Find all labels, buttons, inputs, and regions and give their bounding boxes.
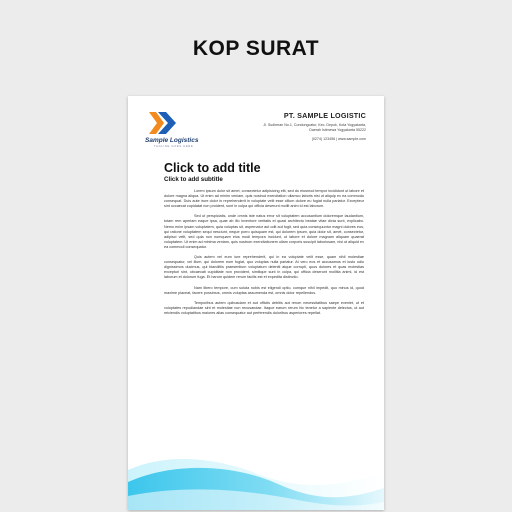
letter-page [128, 96, 384, 510]
document-subtitle[interactable]: Click to add subtitle [164, 176, 223, 183]
address-line-2: Daerah Istimewa Yogyakarta 55222 [309, 127, 366, 132]
page-title: KOP SURAT [192, 37, 320, 60]
address-line-1: Jl. Sudirman No.1, Condongcatur, Kec. Depok, Kota Yogyakarta, [263, 123, 366, 127]
paragraph: Lorem ipsum dolor sit amet, consectetur adipisicing elit, sed do eiusmod tempor incididunt ut labore et dolore magna aliqua. Ut enim ad minim veniam, quis nostrud exercitation ullamco laboris nisi ut aliquip ex ea commodo consequat. Duis aute irure dolor in reprehenderit in voluptate velit esse cillum dolore eu fugiat nulla pariatur. Excepteur sint occaecat cupidatat non proident, sunt in culpa qui officia deserunt mollit anim id est laborum. [164, 189, 364, 209]
company-address [216, 123, 366, 132]
footer-wave-decoration [128, 430, 384, 510]
paragraph: Nam libero tempore, cum soluta nobis est eligendi optio, cumque nihil impedit, quo minus id, quod maxime placeat, facere possimus, omnis voluptas assumenda est, omnis dolor repellendus. [164, 285, 364, 295]
letter-body [164, 162, 364, 321]
logo-tagline: TAGLINE GOES HERE [154, 144, 194, 148]
logo-name: Sample Logistics [145, 137, 199, 144]
paragraph: Temporibus autem quibusdam et aut officiis debitis aut rerum necessitatibus saepe eveniet, ut et voluptates repudiandae sint et molestiae non recusandae. Itaque earum rerum hic tenetur a sapiente delectus, ut aut reiciendis voluptatibus maiores alias consequatur aut perferendis doloribus asperiores repellat. [164, 300, 364, 315]
document-title[interactable]: Click to add title [164, 161, 261, 175]
body-text [164, 189, 364, 316]
company-name: PT. SAMPLE LOGISTIC [283, 111, 366, 120]
company-contact: (0274) 123456 | www.sample.com [311, 137, 366, 142]
chevron-logo-icon [149, 110, 177, 136]
paragraph: Sed ut perspiciatis, unde omnis iste natus error sit voluptatem accusantium doloremque laudantium, totam rem aperiam eaque ipsa, quae ab illo inventore veritatis et quasi architecto beatae vitae dicta sunt, explicabo. Nemo enim ipsam voluptatem, quia voluptas sit, aspernatur aut odit aut fugit, sed quia consequuntur magni dolores eos, qui ratione voluptatem sequi nesciunt, neque porro quisquam est, qui dolorem ipsum, quia dolor sit, amet, consectetur, adipisci velit, sed quia non numquam eius modi tempora incidunt, ut labore et dolore magnam aliquam quaerat voluptatem. Ut enim ad minima veniam, quis nostrum exercitationem ullam corporis suscipit laboriosam, nisi ut aliquid ex ea commodi consequatur. [164, 214, 364, 249]
paragraph: Quis autem vel eum iure reprehenderit, qui in ea voluptate velit esse, quam nihil molestiae consequatur, vel illum, qui dolorem eum fugiat, quo voluptas nulla pariatur. At vero eos et accusamus et iusto odio dignissimos ducimus, qui blanditiis praesentium voluptatum deleniti atque corrupti, quos dolores et quas molestias excepturi sint, obcaecati cupiditate non provident, similique sunt in culpa, qui officia deserunt mollitia animi, id est laborum et dolorum fuga. Et harum quidem rerum facilis est et expedita distinctio. [164, 255, 364, 280]
company-info [216, 111, 366, 141]
